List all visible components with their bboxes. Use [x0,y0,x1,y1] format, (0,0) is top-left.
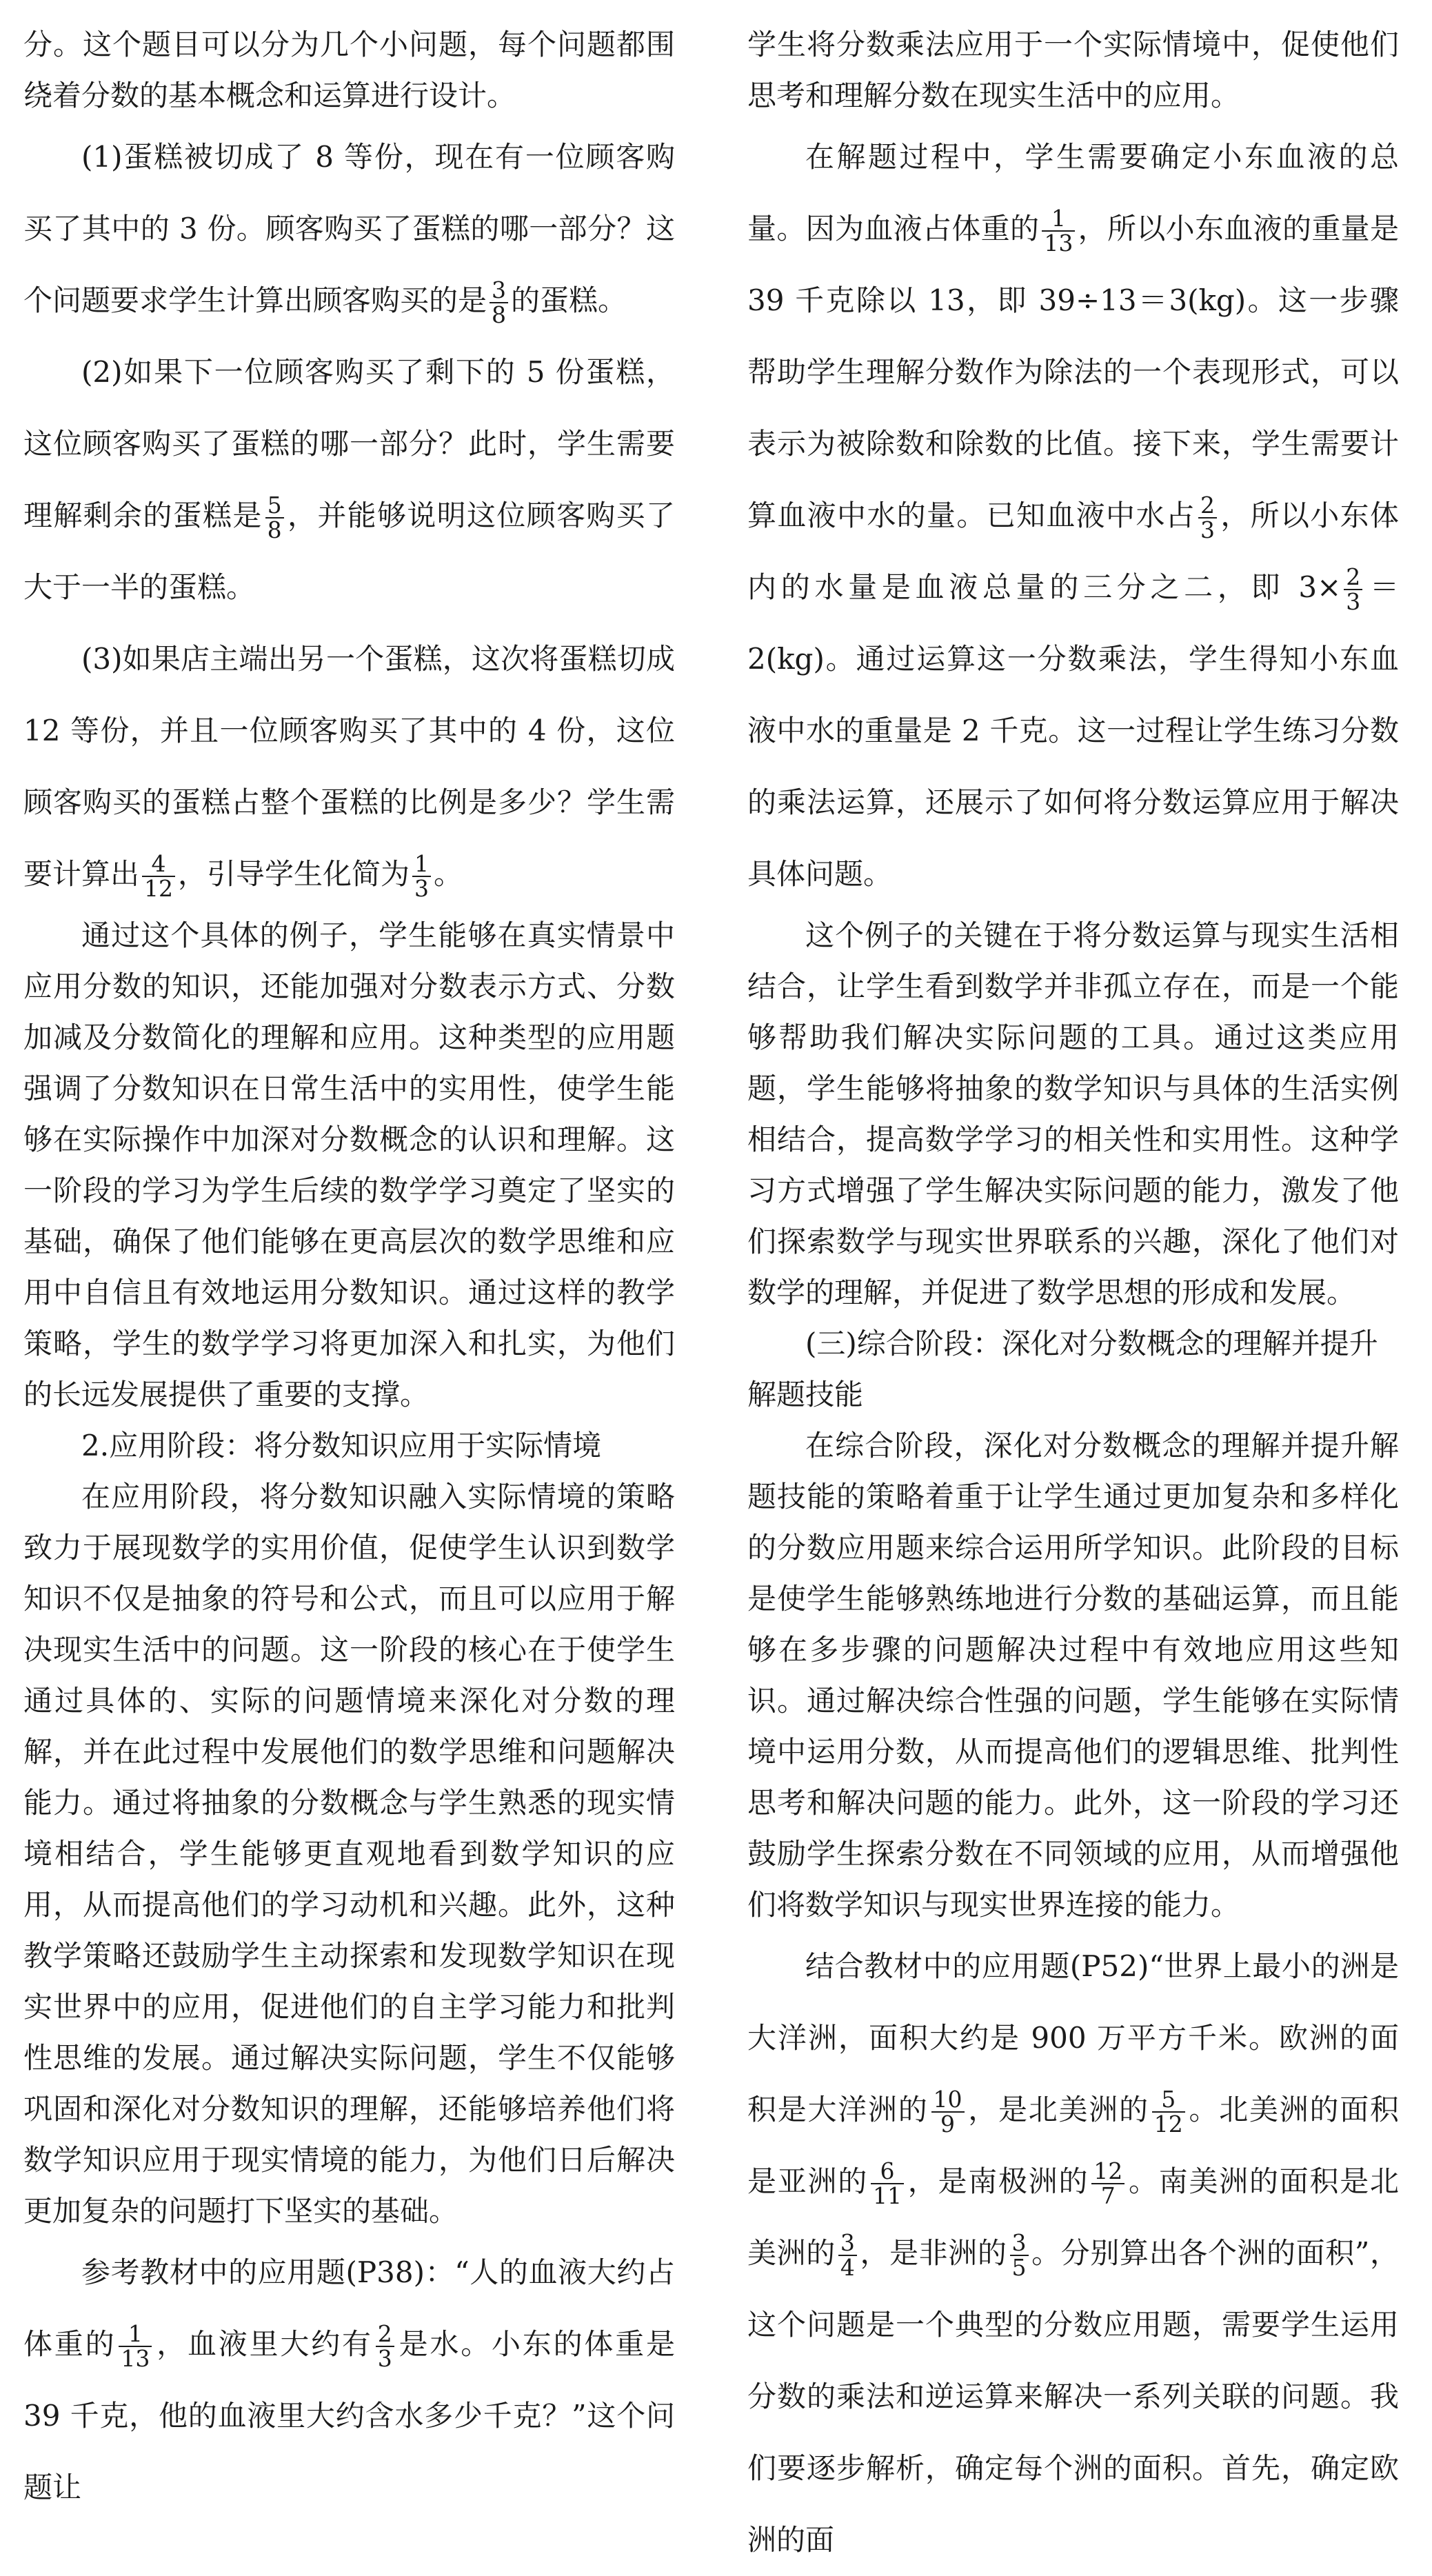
paragraph [747,1420,1399,1931]
fraction [1152,2088,1185,2136]
fraction [412,852,431,900]
fraction-numerator: 2 [376,2322,394,2347]
text-span: ，引导学生化简为 [178,857,410,891]
text-span: 学生将分数乘法应用于一个实际情境中，促使他们思考和理解分数在现实生活中的应用。 [747,28,1399,112]
fraction-denominator: 3 [414,875,430,902]
paragraph [747,19,1399,121]
text-span: ，血液里大约有 [154,2327,373,2361]
paragraph [23,121,675,336]
fraction-denominator: 7 [1100,2182,1116,2209]
fraction [931,2088,965,2136]
text-span: 。 [434,857,463,891]
text-span: (3)如果店主端出另一个蛋糕，这次将蛋糕切成 12 等份，并且一位顾客购买了其中的 4 份，这位顾客购买的蛋糕占整个蛋糕的比例是多少？学生需要计算出 [23,642,675,891]
text-span: (2)如果下一位顾客购买了剩下的 5 份蛋糕，这位顾客购买了蛋糕的哪一部分？此时，学生需要理解剩余的蛋糕是 [23,355,675,532]
fraction-numerator: 12 [1091,2160,1125,2184]
fraction [1091,2157,1125,2209]
left-column [23,19,675,2524]
paragraph [23,623,675,910]
fraction-numerator: 5 [1152,2088,1185,2113]
paragraph [747,1931,1399,2576]
fraction-denominator: 13 [1044,230,1073,256]
fraction [265,494,284,542]
fraction [490,276,508,328]
text-span: ，是非洲的 [859,2236,1007,2270]
fraction [1198,494,1217,542]
section-heading-continued [747,1369,1399,1420]
fraction-numerator: 2 [1198,494,1217,519]
text-span: 在综合阶段，深化对分数概念的理解并提升解题技能的策略着重于让学生通过更加复杂和多样化的分数应用题来综合运用所学知识。此阶段的目标是使学生能够熟练地进行分数的基础运算，而且能够在多步骤的问题解决过程中有效地应用这些知识。通过解决综合性强的问题，学生能够在实际情境中运用分数，从而提高他们的逻辑思维、批判性思考和解决问题的能力。此外，这一阶段的学习还鼓励学生探索分数在不同领域的应用，从而增强他们将数学知识与现实世界连接的能力。 [747,1429,1399,1922]
fraction-denominator: 11 [873,2182,902,2209]
fraction-numerator: 3 [1010,2231,1029,2256]
text-span: ，所以小东血液的重量是 39 千克除以 13，即 39÷13＝3(kg)。这一步骤帮助学生理解分数作为除法的一个表现形式，可以表示为被除数和除数的比值。接下来，学生需要计算血液中水的量。已知血液中水占 [747,212,1399,532]
fraction [1344,565,1362,614]
text-span: 在解题过程中，学生需要确定小东血液的总量。因为血液占体重的 [747,140,1399,245]
fraction-numerator: 3 [838,2231,857,2256]
text-span: 的蛋糕。 [511,283,627,317]
paragraph [747,121,1399,910]
text-span: ，并能够说明这位顾客购买了大于一半的蛋糕。 [23,499,675,604]
fraction-denominator: 4 [840,2254,855,2281]
text-span: 解题技能 [747,1378,864,1411]
text-span: ，所以小东体内的水量是血液总量的三分之二，即 3× [747,499,1399,604]
fraction-numerator: 6 [871,2160,904,2184]
text-span: 。北美洲的面积是亚洲的 [747,2093,1399,2198]
fraction [838,2231,857,2280]
fraction-denominator: 9 [940,2111,955,2137]
text-span: ，是北美洲的 [967,2093,1149,2126]
fraction-numerator: 3 [490,279,508,303]
fraction [871,2157,904,2209]
paragraph [23,336,675,623]
section-heading [23,1420,675,1471]
fraction [376,2322,394,2371]
fraction [1010,2231,1029,2280]
text-span: ，是南极洲的 [907,2164,1089,2198]
text-span: 参考教材中的应用题(P38)：“人的血液大约占体重的 [23,2255,675,2361]
text-span: (三)综合阶段：深化对分数概念的理解并提升 [805,1327,1378,1360]
right-column [747,19,1399,2576]
fraction-denominator: 3 [377,2345,392,2372]
paragraph [23,2237,675,2524]
fraction-denominator: 8 [492,301,507,328]
text-span: 。南美洲的面积是北美洲的 [747,2164,1399,2270]
fraction-denominator: 12 [1153,2111,1183,2137]
fraction-denominator: 3 [1346,588,1361,615]
text-span: 是水。小东的体重是 39 千克，他的血液里大约含水多少千克？”这个问题让 [23,2327,675,2504]
fraction-denominator: 5 [1011,2254,1027,2281]
fraction-numerator: 1 [119,2322,152,2347]
fraction [1042,207,1075,255]
fraction-denominator: 13 [121,2345,150,2372]
fraction-numerator: 1 [1042,207,1075,232]
fraction-numerator: 1 [412,852,431,877]
paragraph [23,19,675,121]
text-span: 在应用阶段，将分数知识融入实际情境的策略致力于展现数学的实用价值，促使学生认识到数学知识不仅是抽象的符号和公式，而且可以应用于解决现实生活中的问题。这一阶段的核心在于使学生通过具体的、实际的问题情境来深化对分数的理解，并在此过程中发展他们的数学思维和问题解决能力。通过将抽象的分数概念与学生熟悉的现实情境相结合，学生能够更直观地看到数学知识的应用，从而提高他们的学习动机和兴趣。此外，这种教学策略还鼓励学生主动探索和发现数学知识在现实世界中的应用，促进他们的自主学习能力和批判性思维的发展。通过解决实际问题，学生不仅能够巩固和深化对分数知识的理解，还能够培养他们将数学知识应用于现实情境的能力，为他们日后解决更加复杂的问题打下坚实的基础。 [23,1480,675,2228]
text-span: 通过这个具体的例子，学生能够在真实情景中应用分数的知识，还能加强对分数表示方式、分数加减及分数简化的理解和应用。这种类型的应用题强调了分数知识在日常生活中的实用性，使学生能够在实际操作中加深对分数概念的认识和理解。这一阶段的学习为学生后续的数学学习奠定了坚实的基础，确保了他们能够在更高层次的数学思维和应用中自信且有效地运用分数知识。通过这样的教学策略，学生的数学学习将更加深入和扎实，为他们的长远发展提供了重要的支撑。 [23,918,675,1411]
fraction [119,2322,152,2371]
paragraph [747,910,1399,1318]
text-span: 2.应用阶段：将分数知识应用于实际情境 [81,1429,602,1462]
fraction-numerator: 5 [265,494,284,519]
fraction-denominator: 12 [144,875,174,902]
fraction-denominator: 3 [1200,516,1215,543]
text-span: ＝2(kg)。通过运算这一分数乘法，学生得知小东血液中水的重量是 2 千克。这一过程让学生练习分数的乘法运算，还展示了如何将分数运算应用于解决具体问题。 [747,570,1399,891]
fraction-numerator: 10 [931,2088,965,2113]
fraction-numerator: 4 [142,852,175,877]
fraction-numerator: 2 [1344,565,1362,590]
text-span: 分。这个题目可以分为几个小问题，每个问题都围绕着分数的基本概念和运算进行设计。 [23,28,675,112]
text-span: 这个例子的关键在于将分数运算与现实生活相结合，让学生看到数学并非孤立存在，而是一个能够帮助我们解决实际问题的工具。通过这类应用题，学生能够将抽象的数学知识与具体的生活实例相结合，提高数学学习的相关性和实用性。这种学习方式增强了学生解决实际问题的能力，激发了他们探索数学与现实世界联系的兴趣，深化了他们对数学的理解，并促进了数学思想的形成和发展。 [747,918,1399,1309]
text-span: 结合教材中的应用题(P52)“世界上最小的洲是大洋洲，面积大约是 900 万平方千米。欧洲的面积是大洋洲的 [747,1949,1399,2126]
paragraph [23,1471,675,2237]
fraction [142,852,175,900]
text-span: 。分别算出各个洲的面积”，这个问题是一个典型的分数应用题，需要学生运用分数的乘法和逆运算来解决一系列关联的问题。我们要逐步解析，确定每个洲的面积。首先，确定欧洲的面 [747,2236,1399,2557]
paragraph [23,910,675,1420]
fraction-denominator: 8 [267,516,282,543]
text-span: (1)蛋糕被切成了 8 等份，现在有一位顾客购买了其中的 3 份。顾客购买了蛋糕的哪一部分？这个问题要求学生计算出顾客购买的是 [23,140,675,317]
section-heading [747,1318,1399,1369]
